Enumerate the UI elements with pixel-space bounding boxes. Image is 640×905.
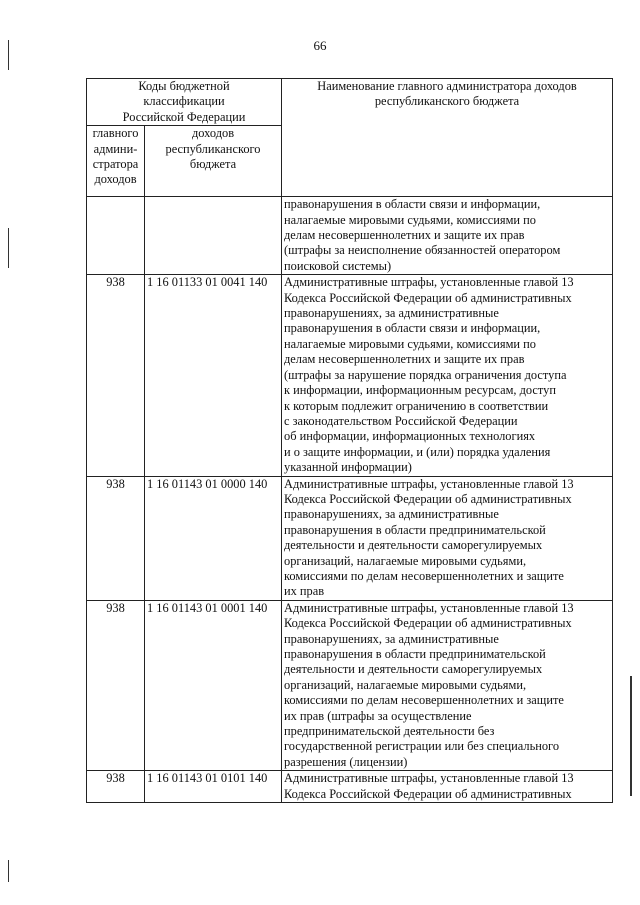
- name-line: правонарушениях, за административные: [284, 507, 499, 522]
- name-line: комиссиями по делам несовершеннолетних и защите: [284, 693, 564, 708]
- name-line: деятельности и деятельности саморегулируемых: [284, 662, 543, 677]
- admin-code-cell: 938: [87, 476, 145, 600]
- left-margin-mark: [8, 860, 9, 882]
- name-line: налагаемые мировыми судьями, комиссиями по: [284, 212, 536, 227]
- income-code-cell: 1 16 01143 01 0000 140: [145, 476, 282, 600]
- name-line: и о защите информации, и (или) порядка удаления: [284, 444, 551, 459]
- name-line: правонарушениях, за административные: [284, 631, 499, 646]
- header-line: главного: [92, 126, 139, 141]
- administrator-name-cell: [282, 476, 613, 600]
- name-line: указанной информации): [284, 460, 412, 475]
- income-code-cell: 1 16 01133 01 0041 140: [145, 275, 282, 476]
- header-line: доходов: [94, 172, 137, 187]
- name-line: делам несовершеннолетних и защите их прав: [284, 352, 525, 367]
- admin-code-cell: 938: [87, 771, 145, 803]
- administrator-name-cell: [282, 275, 613, 476]
- table-row: [87, 771, 613, 803]
- administrator-name-cell: [282, 771, 613, 803]
- header-line: Коды бюджетной: [138, 79, 230, 93]
- name-line: (штрафы за неисполнение обязанностей оператором: [284, 243, 561, 258]
- name-line: к которым подлежит ограничению в соответствии: [284, 398, 549, 413]
- header-line: классификации: [143, 94, 225, 109]
- table-body: [87, 197, 613, 803]
- right-margin-mark: [630, 676, 632, 796]
- table-row: [87, 275, 613, 476]
- header-line: стратора: [92, 157, 139, 172]
- header-republican-income: [145, 126, 282, 197]
- name-line: поисковой системы): [284, 258, 392, 273]
- table-row: [87, 197, 613, 275]
- page-number: 66: [313, 38, 327, 53]
- name-line: налагаемые мировыми судьями, комиссиями по: [284, 336, 536, 351]
- name-line: их прав (штрафы за осуществление: [284, 708, 472, 723]
- name-line: Административные штрафы, установленные главой 13: [284, 275, 574, 290]
- name-line: Административные штрафы, установленные главой 13: [284, 600, 574, 615]
- name-line: правонарушения в области предпринимательской: [284, 647, 546, 661]
- name-line: Кодекса Российской Федерации об административных: [284, 786, 572, 801]
- name-line: правонарушениях, за административные: [284, 306, 499, 321]
- name-line: Кодекса Российской Федерации об административных: [284, 616, 572, 631]
- name-line: комиссиями по делам несовершеннолетних и защите: [284, 568, 564, 583]
- name-line: правонарушения в области предпринимательской: [284, 522, 546, 537]
- name-line: с законодательством Российской Федерации: [284, 413, 518, 428]
- name-line: Административные штрафы, установленные главой 13: [284, 476, 574, 491]
- budget-classification-table: [86, 78, 613, 803]
- table-header-row: [87, 79, 613, 126]
- header-line: Российской Федерации: [122, 109, 246, 124]
- name-line: (штрафы за нарушение порядка ограничения доступа: [284, 367, 567, 382]
- name-line: разрешения (лицензии): [284, 754, 408, 769]
- left-margin-mark: [8, 40, 9, 70]
- administrator-name-cell: [282, 197, 613, 275]
- header-line: админи-: [93, 141, 138, 156]
- admin-code-cell: 938: [87, 600, 145, 770]
- name-line: правонарушения в области связи и информации,: [284, 321, 541, 336]
- header-line: Наименование главного администратора доходов: [317, 79, 577, 93]
- header-budget-codes: [87, 79, 282, 126]
- name-line: государственной регистрации или без специального: [284, 739, 560, 754]
- admin-code-cell: [87, 197, 145, 275]
- name-line: предпринимательской деятельности без: [284, 724, 495, 739]
- name-line: правонарушения в области связи и информации,: [284, 197, 541, 212]
- name-line: деятельности и деятельности саморегулируемых: [284, 538, 543, 553]
- income-code-cell: 1 16 01143 01 0001 140: [145, 600, 282, 770]
- table-row: [87, 476, 613, 600]
- administrator-name-cell: [282, 600, 613, 770]
- name-line: Административные штрафы, установленные главой 13: [284, 771, 574, 786]
- header-line: доходов: [191, 126, 235, 141]
- name-line: организаций, налагаемые мировыми судьями,: [284, 677, 527, 692]
- header-main-administrator: [87, 126, 145, 197]
- name-line: к информации, информационным ресурсам, доступ: [284, 383, 556, 398]
- header-line: бюджета: [189, 157, 237, 172]
- name-line: их прав: [284, 584, 325, 599]
- name-line: Кодекса Российской Федерации об административных: [284, 290, 572, 305]
- admin-code-cell: 938: [87, 275, 145, 476]
- income-code-cell: [145, 197, 282, 275]
- name-line: делам несовершеннолетних и защите их прав: [284, 228, 525, 243]
- name-line: об информации, информационных технологиях: [284, 429, 536, 444]
- income-code-cell: 1 16 01143 01 0101 140: [145, 771, 282, 803]
- left-margin-mark: [8, 228, 9, 268]
- header-line: республиканского бюджета: [374, 94, 520, 109]
- name-line: организаций, налагаемые мировыми судьями,: [284, 553, 527, 568]
- header-line: республиканского: [165, 141, 261, 156]
- name-line: Кодекса Российской Федерации об административных: [284, 491, 572, 506]
- table-row: [87, 600, 613, 770]
- header-administrator-name: [282, 79, 613, 197]
